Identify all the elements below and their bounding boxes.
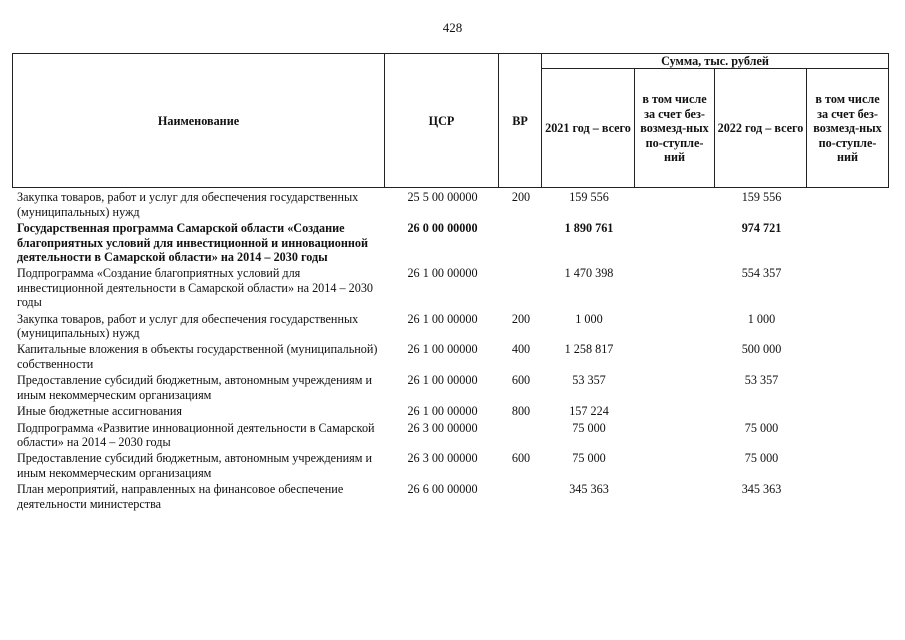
header-name: Наименование: [13, 54, 385, 188]
row-2021-total: 1 890 761: [564, 221, 614, 236]
header-sum-group: Сумма, тыс. рублей: [542, 54, 889, 69]
row-csr: 26 1 00 00000: [407, 404, 478, 419]
budget-table: [12, 53, 889, 513]
row-2022-free: [807, 482, 889, 513]
row-2021-total: 53 357: [572, 373, 606, 388]
table-row: [13, 342, 889, 373]
row-csr: 26 1 00 00000: [407, 373, 478, 388]
row-name: Государственная программа Самарской области «Создание благоприятных условий для инвестиционной и инновационной деятельности в Самарской области» на 2014 – 2030 годы: [17, 221, 369, 265]
row-2022-free: [807, 404, 889, 420]
row-2021-total: 75 000: [572, 451, 606, 466]
table-row: [13, 421, 889, 452]
header-vr: ВР: [499, 54, 542, 188]
row-2021-free: [635, 482, 715, 513]
table-row: [13, 373, 889, 404]
row-csr: 26 0 00 00000: [407, 221, 478, 236]
row-2022-total: 1 000: [747, 311, 776, 326]
row-csr: 26 6 00 00000: [407, 482, 478, 497]
table-header: [13, 54, 889, 188]
row-2022-free: [807, 188, 889, 221]
row-2022-free: [807, 312, 889, 343]
row-name: Предоставление субсидий бюджетным, автономным учреждениям и иным некоммерческим организациям: [17, 451, 373, 480]
row-2021-total: 157 224: [569, 404, 609, 419]
row-vr: [499, 421, 542, 452]
table-row: [13, 451, 889, 482]
row-vr: 200: [511, 311, 531, 326]
row-2021-total: 1 470 398: [564, 266, 614, 281]
header-2021-total: 2021 год – всего: [542, 69, 635, 188]
row-name: Закупка товаров, работ и услуг для обеспечения государственных (муниципальных) нужд: [17, 311, 359, 341]
row-2021-total: 159 556: [569, 190, 609, 205]
table-row: [13, 312, 889, 343]
row-2022-total: 75 000: [744, 420, 779, 435]
row-2021-free: [635, 266, 715, 311]
row-2022-total: [715, 404, 807, 420]
row-2021-free: [635, 221, 715, 266]
row-2021-total: 1 000: [575, 311, 603, 326]
row-name: Подпрограмма «Создание благоприятных условий для инвестиционной деятельности в Самарской области» на 2014 – 2030 годы: [17, 266, 374, 310]
row-2021-total: 345 363: [569, 482, 609, 497]
row-2022-free: [807, 342, 889, 373]
row-2021-free: [635, 188, 715, 221]
row-csr: 26 1 00 00000: [407, 311, 478, 326]
row-2021-free: [635, 404, 715, 420]
row-2022-total: 345 363: [741, 482, 782, 497]
table-body: [13, 188, 889, 513]
table-row: [13, 482, 889, 513]
header-2022-total: 2022 год – всего: [715, 69, 807, 188]
row-2022-free: [807, 451, 889, 482]
row-vr: [499, 482, 542, 513]
row-2021-free: [635, 373, 715, 404]
row-2022-total: 159 556: [741, 190, 782, 205]
header-csr: ЦСР: [385, 54, 499, 188]
row-name: Капитальные вложения в объекты государственной (муниципальной) собственности: [17, 342, 378, 371]
row-vr: 600: [511, 373, 531, 388]
row-csr: 25 5 00 00000: [407, 190, 478, 205]
row-2021-total: 1 258 817: [564, 342, 614, 357]
row-2021-total: 75 000: [572, 420, 606, 435]
row-2022-total: 554 357: [741, 266, 782, 281]
row-2022-free: [807, 373, 889, 404]
row-2022-free: [807, 266, 889, 311]
row-vr: [499, 266, 542, 311]
row-name: Закупка товаров, работ и услуг для обеспечения государственных (муниципальных) нужд: [17, 190, 359, 219]
header-2021-free: в том числе за счет без-возмезд-ных по-ступле-ний: [635, 69, 715, 188]
row-vr: 800: [511, 404, 531, 419]
header-2022-free: в том числе за счет без-возмезд-ных по-ступле-ний: [807, 69, 889, 188]
table-row: [13, 266, 889, 311]
row-2022-total: 75 000: [744, 451, 779, 466]
row-name: Предоставление субсидий бюджетным, автономным учреждениям и иным некоммерческим организациям: [17, 373, 373, 402]
row-vr: 600: [511, 451, 531, 466]
row-csr: 26 3 00 00000: [407, 451, 478, 466]
row-2021-free: [635, 451, 715, 482]
row-csr: 26 1 00 00000: [407, 266, 478, 281]
row-csr: 26 1 00 00000: [407, 342, 478, 357]
row-name: План мероприятий, направленных на финансовое обеспечение деятельности министерства: [17, 482, 344, 511]
page-number: 428: [442, 20, 463, 35]
row-2021-free: [635, 312, 715, 343]
row-2022-free: [807, 221, 889, 266]
row-2021-free: [635, 421, 715, 452]
row-csr: 26 3 00 00000: [407, 420, 478, 435]
row-name: Иные бюджетные ассигнования: [17, 404, 183, 419]
table-row: [13, 188, 889, 221]
row-2021-free: [635, 342, 715, 373]
row-2022-total: 500 000: [741, 342, 782, 357]
table-row: [13, 221, 889, 266]
row-2022-total: 53 357: [744, 373, 779, 388]
row-vr: 400: [511, 342, 531, 357]
row-vr: 200: [511, 190, 531, 205]
row-vr: [499, 221, 542, 266]
row-2022-total: 974 721: [741, 221, 782, 236]
table-row: [13, 404, 889, 420]
row-name: Подпрограмма «Развитие инновационной деятельности в Самарской области» на 2014 – 2030 годы: [17, 420, 375, 449]
row-2022-free: [807, 421, 889, 452]
